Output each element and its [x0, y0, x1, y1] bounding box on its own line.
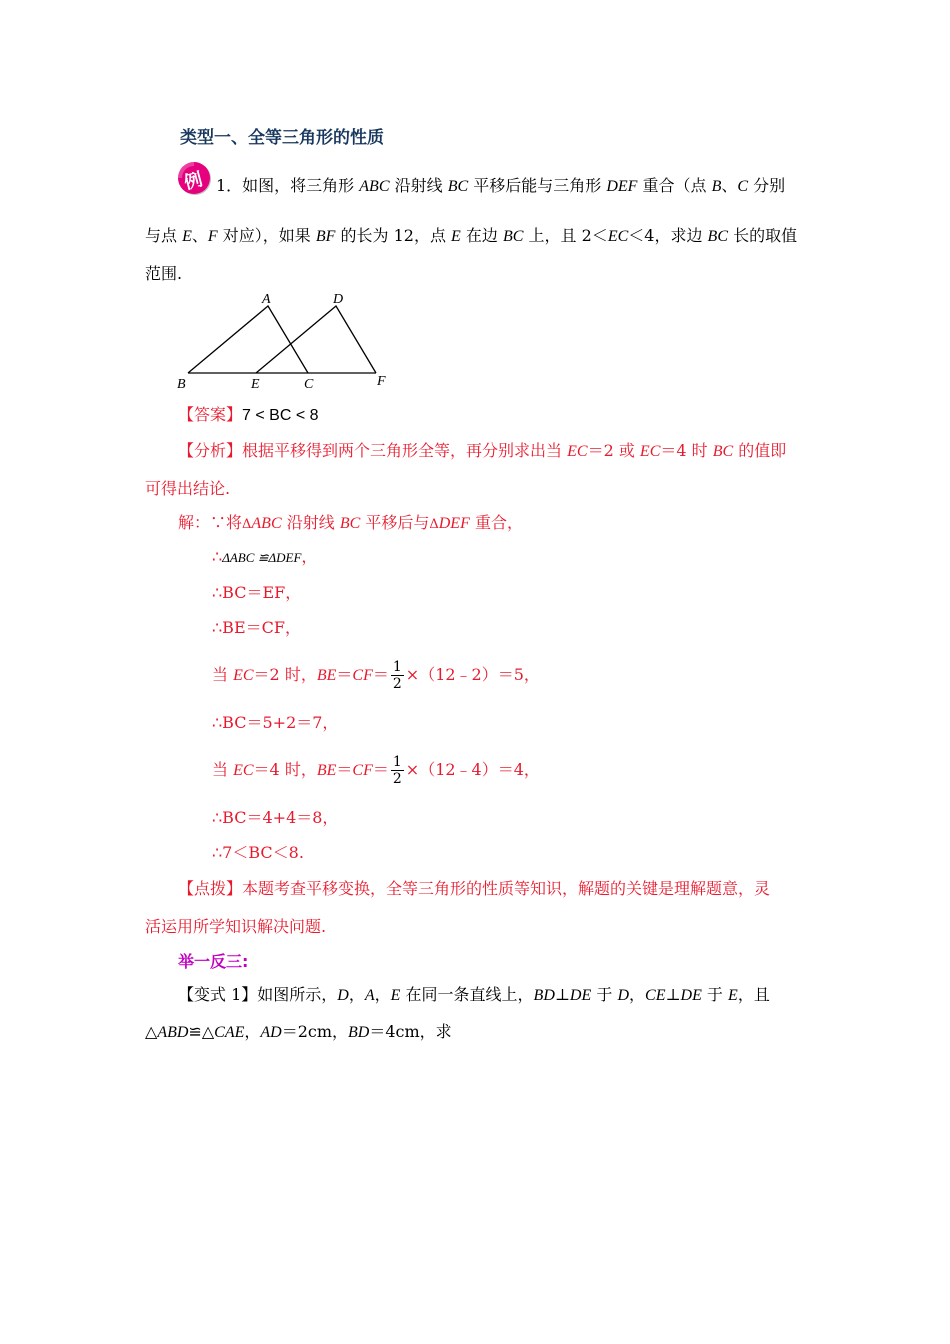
figure-label-a: A: [262, 292, 271, 307]
answer-tag: 【答案】: [178, 405, 243, 424]
problem-line-2: 与点 E、F 对应），如果 BF 的长为 12，点 E 在边 BC 上，且 2＜EC＜4，求边 BC 长的取值: [145, 226, 798, 245]
example-badge: [175, 160, 213, 198]
analysis-tag: 【分析】: [178, 441, 243, 460]
variant-line-1: 【变式 1】如图所示，D，A，E 在同一条直线上，BD⊥DE 于 D，CE⊥DE 于 E，且: [178, 985, 770, 1004]
practice-title: 举一反三:: [178, 952, 249, 971]
fraction-half: $\frac{1}{2}$: [392, 659, 402, 692]
section-title: 类型一、全等三角形的性质: [180, 128, 384, 148]
answer-value: 7 < BC < 8: [242, 407, 319, 424]
tip-tag: 【点拨】: [178, 879, 243, 898]
fraction-half-2: $\frac{1}{2}$: [392, 754, 402, 787]
solution-line-1: 解：∵将ΔABC 沿射线 BC 平移后与ΔDEF 重合，: [178, 513, 523, 532]
solution-line-5: 当 EC＝2 时，BE＝CF＝ $\frac{1}{2}$ ×（12﹣2）＝5，: [212, 659, 540, 692]
figure-label-d: D: [333, 292, 344, 307]
solution-line-6: ∴BC＝5+2＝7，: [212, 713, 339, 732]
tip-line-1: 【点拨】本题考查平移变换，全等三角形的性质等知识，解题的关键是理解题意，灵: [178, 879, 771, 898]
answer-line: [178, 405, 319, 426]
tip-line-2: 活运用所学知识解决问题.: [145, 917, 327, 936]
solution-line-7: 当 EC＝4 时，BE＝CF＝ $\frac{1}{2}$ ×（12﹣4）＝4，: [212, 754, 540, 787]
variant-line-2: △ABD≌△CAE，AD＝2cm，BD＝4cm，求: [145, 1022, 452, 1041]
problem-line-3: 范围.: [145, 264, 183, 283]
triangle-figure: [170, 288, 400, 394]
solution-line-3: ∴BC＝EF，: [212, 583, 302, 602]
congruence-expression: ΔABC ≌ΔDEF: [222, 550, 302, 565]
solution-line-8: ∴BC＝4+4＝8，: [212, 808, 339, 827]
figure-label-f: F: [377, 374, 386, 389]
figure-label-b: B: [177, 377, 186, 392]
analysis-line-2: 可得出结论.: [145, 479, 231, 498]
problem-line-1: 1．如图，将三角形 ABC 沿射线 BC 平移后能与三角形 DEF 重合（点 B、C 分别: [216, 176, 786, 195]
variant-tag: 【变式 1】: [178, 985, 258, 1004]
solution-line-2: ∴ΔABC ≌ΔDEF，: [212, 547, 318, 566]
solution-line-4: ∴BE＝CF，: [212, 618, 301, 637]
triangle-figure-svg: [170, 288, 400, 394]
example-badge-text: 例: [181, 168, 205, 194]
figure-label-e: E: [251, 377, 260, 392]
figure-label-c: C: [304, 377, 314, 392]
solution-line-9: ∴7＜BC＜8.: [212, 843, 304, 862]
analysis-line-1: 【分析】根据平移得到两个三角形全等，再分别求出当 EC＝2 或 EC＝4 时 BC 的值即: [178, 441, 787, 460]
